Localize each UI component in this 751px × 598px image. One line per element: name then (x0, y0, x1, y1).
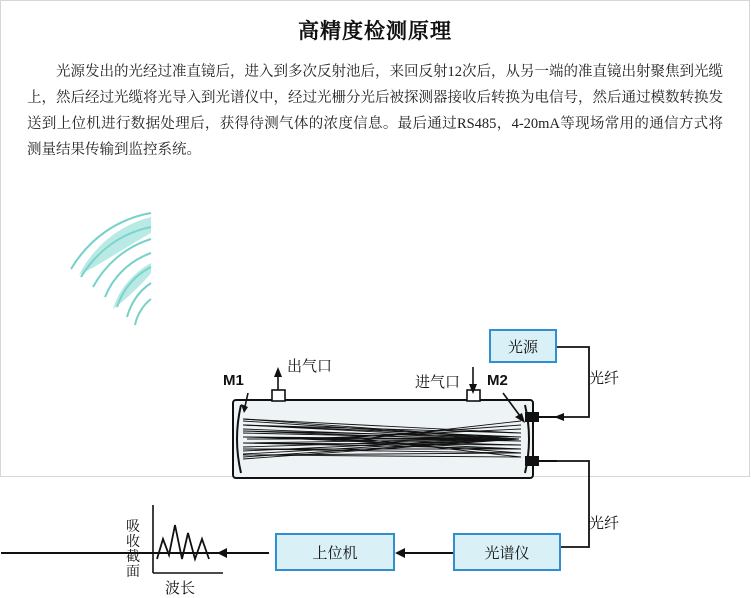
light-source-arrow (554, 413, 564, 421)
label-gas-in: 进气口 (415, 374, 461, 391)
spectrometer-box[interactable]: 光谱仪 (453, 533, 561, 571)
light-source-route (557, 347, 589, 417)
principle-diagram (1, 167, 751, 597)
label-m1: M1 (223, 372, 244, 389)
label-m2: M2 (487, 372, 508, 389)
label-wavelength-axis: 波长 (165, 580, 196, 597)
spectrometer-to-host-arrow (395, 548, 405, 558)
gas-out-arrow (274, 367, 282, 390)
label-fiber-bottom: 光纤 (589, 515, 620, 532)
light-source-box[interactable]: 光源 (489, 329, 557, 363)
host-to-chart-arrow (217, 548, 227, 558)
label-fiber-top: 光纤 (589, 370, 620, 387)
palm-leaf-decoration (1, 167, 151, 347)
label-absorption-axis: 吸收截面 (126, 518, 140, 579)
host-computer-box[interactable]: 上位机 (275, 533, 395, 571)
collimator-bottom-block (525, 456, 539, 466)
description-paragraph: 光源发出的光经过准直镜后，进入到多次反射池后，来回反射12次后，从另一端的准直镜出射聚焦到光缆上，然后经过光缆将光导入到光谱仪中，经过光栅分光后被探测器接收后转换为电信号，然后通过模数转换发送到上位机进行数据处理后，获得待测气体的浓度信息。最后通过RS485，4-20mA等现场常用的通信方式将测量结果传输到监控系统。 (27, 64, 723, 158)
fiber-to-spectrometer-route (557, 461, 589, 547)
absorption-chart (153, 505, 223, 573)
gas-out-port (272, 390, 285, 401)
label-gas-out: 出气口 (287, 358, 333, 375)
page-title: 高精度检测原理 (298, 20, 452, 43)
collimator-top-block (525, 412, 539, 422)
